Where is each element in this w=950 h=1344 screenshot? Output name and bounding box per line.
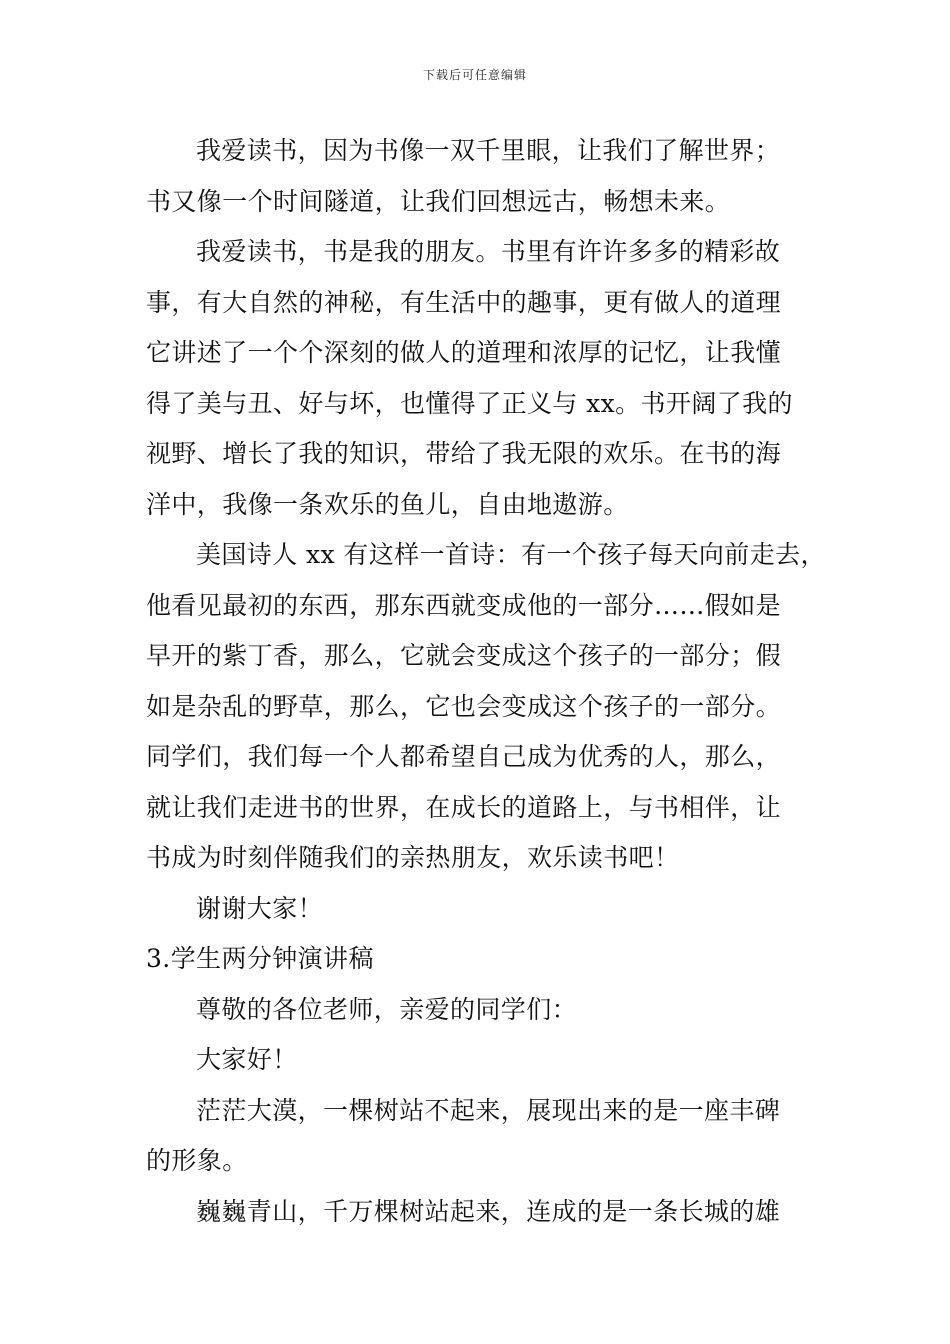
text-line: 巍巍青山，千万棵树站起来，连成的是一条长城的雄 — [196, 1196, 781, 1226]
text-line: 事，有大自然的神秘，有生活中的趣事，更有做人的道理 — [146, 287, 782, 317]
text-line: 得了美与丑、好与坏，也懂得了正义与 xx。书开阔了我的 — [146, 388, 793, 418]
page-header-note: 下载后可任意编辑 — [422, 68, 527, 82]
text-line: 谢谢大家！ — [196, 893, 324, 923]
text-line: 早开的紫丁香，那么，它就会变成这个孩子的一部分；假 — [146, 641, 782, 670]
text-line: 它讲述了一个个深刻的做人的道理和浓厚的记忆，让我懂 — [146, 338, 782, 367]
text-line: 他看见最初的东西，那东西就变成他的一部分……假如是 — [146, 590, 782, 620]
text-line: 我爱读书，书是我的朋友。书里有许许多多的精彩故 — [196, 237, 781, 266]
document-body — [146, 126, 826, 1237]
text-line: 书成为时刻伴随我们的亲热朋友，欢乐读书吧！ — [146, 843, 680, 872]
text-line: 尊敬的各位老师，亲爱的同学们： — [196, 994, 578, 1024]
text-line: 视野、增长了我的知识，带给了我无限的欢乐。在书的海 — [146, 439, 782, 468]
text-line: 美国诗人 xx 有这样一首诗：有一个孩子每天向前走去， — [196, 540, 826, 569]
text-line: 的形象。 — [146, 1146, 248, 1175]
text-line: 我爱读书，因为书像一双千里眼，让我们了解世界； — [196, 136, 781, 165]
text-line: 洋中，我像一条欢乐的鱼儿，自由地遨游。 — [146, 489, 629, 519]
section-heading: 3.学生两分钟演讲稿 — [146, 944, 374, 973]
text-line: 茫茫大漠，一棵树站不起来，展现出来的是一座丰碑 — [196, 1095, 781, 1125]
text-line: 如是杂乱的野草，那么，它也会变成这个孩子的一部分。 — [146, 691, 782, 721]
text-line: 就让我们走进书的世界，在成长的道路上，与书相伴，让 — [146, 792, 782, 822]
text-line: 同学们，我们每一个人都希望自己成为优秀的人，那么， — [146, 742, 782, 771]
text-line: 大家好！ — [196, 1045, 298, 1074]
text-line: 书又像一个时间隧道，让我们回想远古，畅想未来。 — [146, 186, 731, 216]
